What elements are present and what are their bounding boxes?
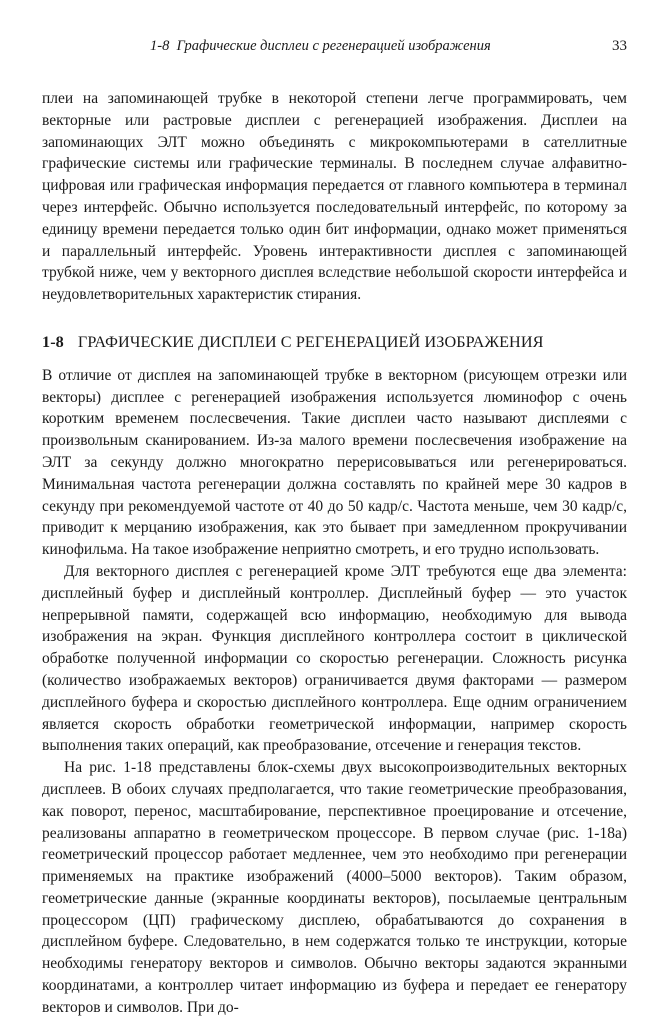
book-page xyxy=(42,30,627,1019)
paragraph-1: В отличие от дисплея на запоминающей трубке в векторном (рисующем отрезки или векторы) дисплее с регенерацией изображения используется люминофор с очень коротким временем послесвечения. Такие дисплеи часто называют дисплеями с произвольным сканированием. Из-за малого времени послесвечения изображение на ЭЛТ за секунду должно многократно перерисовываться или регенерироваться. Минимальная частота регенерации должна составлять по крайней мере 30 кадров в секунду при рекомендуемой частоте от 40 до 50 кадр/с. Частота меньше, чем 30 кадр/с, приводит к мерцанию изображения, как это бывает при замедленном прокручивании кинофильма. На такое изображение неприятно смотреть, и его трудно использовать. xyxy=(42,366,627,559)
page-number: 33 xyxy=(612,38,627,54)
paragraph-3: На рис. 1-18 представлены блок-схемы двух высокопроизводительных векторных дисплеев. В обоих случаях предполагается, что такие геометрические преобразования, как поворот, перенос, масштабирование, перспективное проецирование и отсечение, реализованы аппаратно в геометрическом процессоре. В первом случае (рис. 1-18а) геометрический процессор работает медленнее, чем это необходимо при регенерации применяемых на практике изображений (4000–5000 векторов). Таким образом, геометрические данные (экранные координаты векторов), посылаемые центральным процессором (ЦП) графическому дисплею, обрабатываются до сохранения в дисплейном буфере. Следовательно, в нем содержатся только те инструкции, которые необходимы генератору векторов и символов. Обычно векторы задаются экранными координатами, а контроллер читает информацию из буфера и передает ее генератору векторов и символов. При до- xyxy=(42,759,627,1016)
header-title: Графические дисплеи с регенерацией изображения xyxy=(176,38,491,54)
paragraph-2: Для векторного дисплея с регенерацией кроме ЭЛТ требуются еще два элемента: дисплейный буфер и дисплейный контроллер. Дисплейный буфер — это участок непрерывной памяти, содержащей всю информацию, необходимую для вывода изображения на экран. Функция дисплейного контроллера состоит в циклической обработке полученной информации со скоростью регенерации. Сложность рисунка (количество изображаемых векторов) ограничивается двумя факторами — размером дисплейного буфера и скоростью дисплейного контроллера. Еще одним ограничением является скорость обработки геометрической информации, например скорость выполнения таких операций, как преобразование, отсечение и генерация текстов. xyxy=(42,562,627,755)
section-heading xyxy=(42,332,627,354)
section-title: ГРАФИЧЕСКИЕ ДИСПЛЕИ С РЕГЕНЕРАЦИЕЙ ИЗОБРАЖЕНИЯ xyxy=(77,332,544,351)
body-text xyxy=(42,88,627,1019)
running-header xyxy=(42,30,627,54)
intro-paragraph: плеи на запоминающей трубке в некоторой степени легче программировать, чем векторные или растровые дисплеи с регенерацией изображения. Дисплеи на запоминающих ЭЛТ можно объединять с микрокомпьютерами в сателлитные графические системы или графические терминалы. В последнем случае алфавитно-цифровая или графическая информация передается от главного компьютера в терминал через интерфейс. Обычно используется последовательный интерфейс, по которому за единицу времени передается только один бит информации, однако может применяться и параллельный интерфейс. Уровень интерактивности дисплея с запоминающей трубкой ниже, чем у векторного дисплея вследствие небольшой скорости интерфейса и неудовлетворительных характеристик стирания. xyxy=(42,90,627,304)
running-title xyxy=(150,38,491,55)
header-chapter-ref: 1-8 xyxy=(150,38,170,54)
section-number: 1-8 xyxy=(42,332,64,351)
